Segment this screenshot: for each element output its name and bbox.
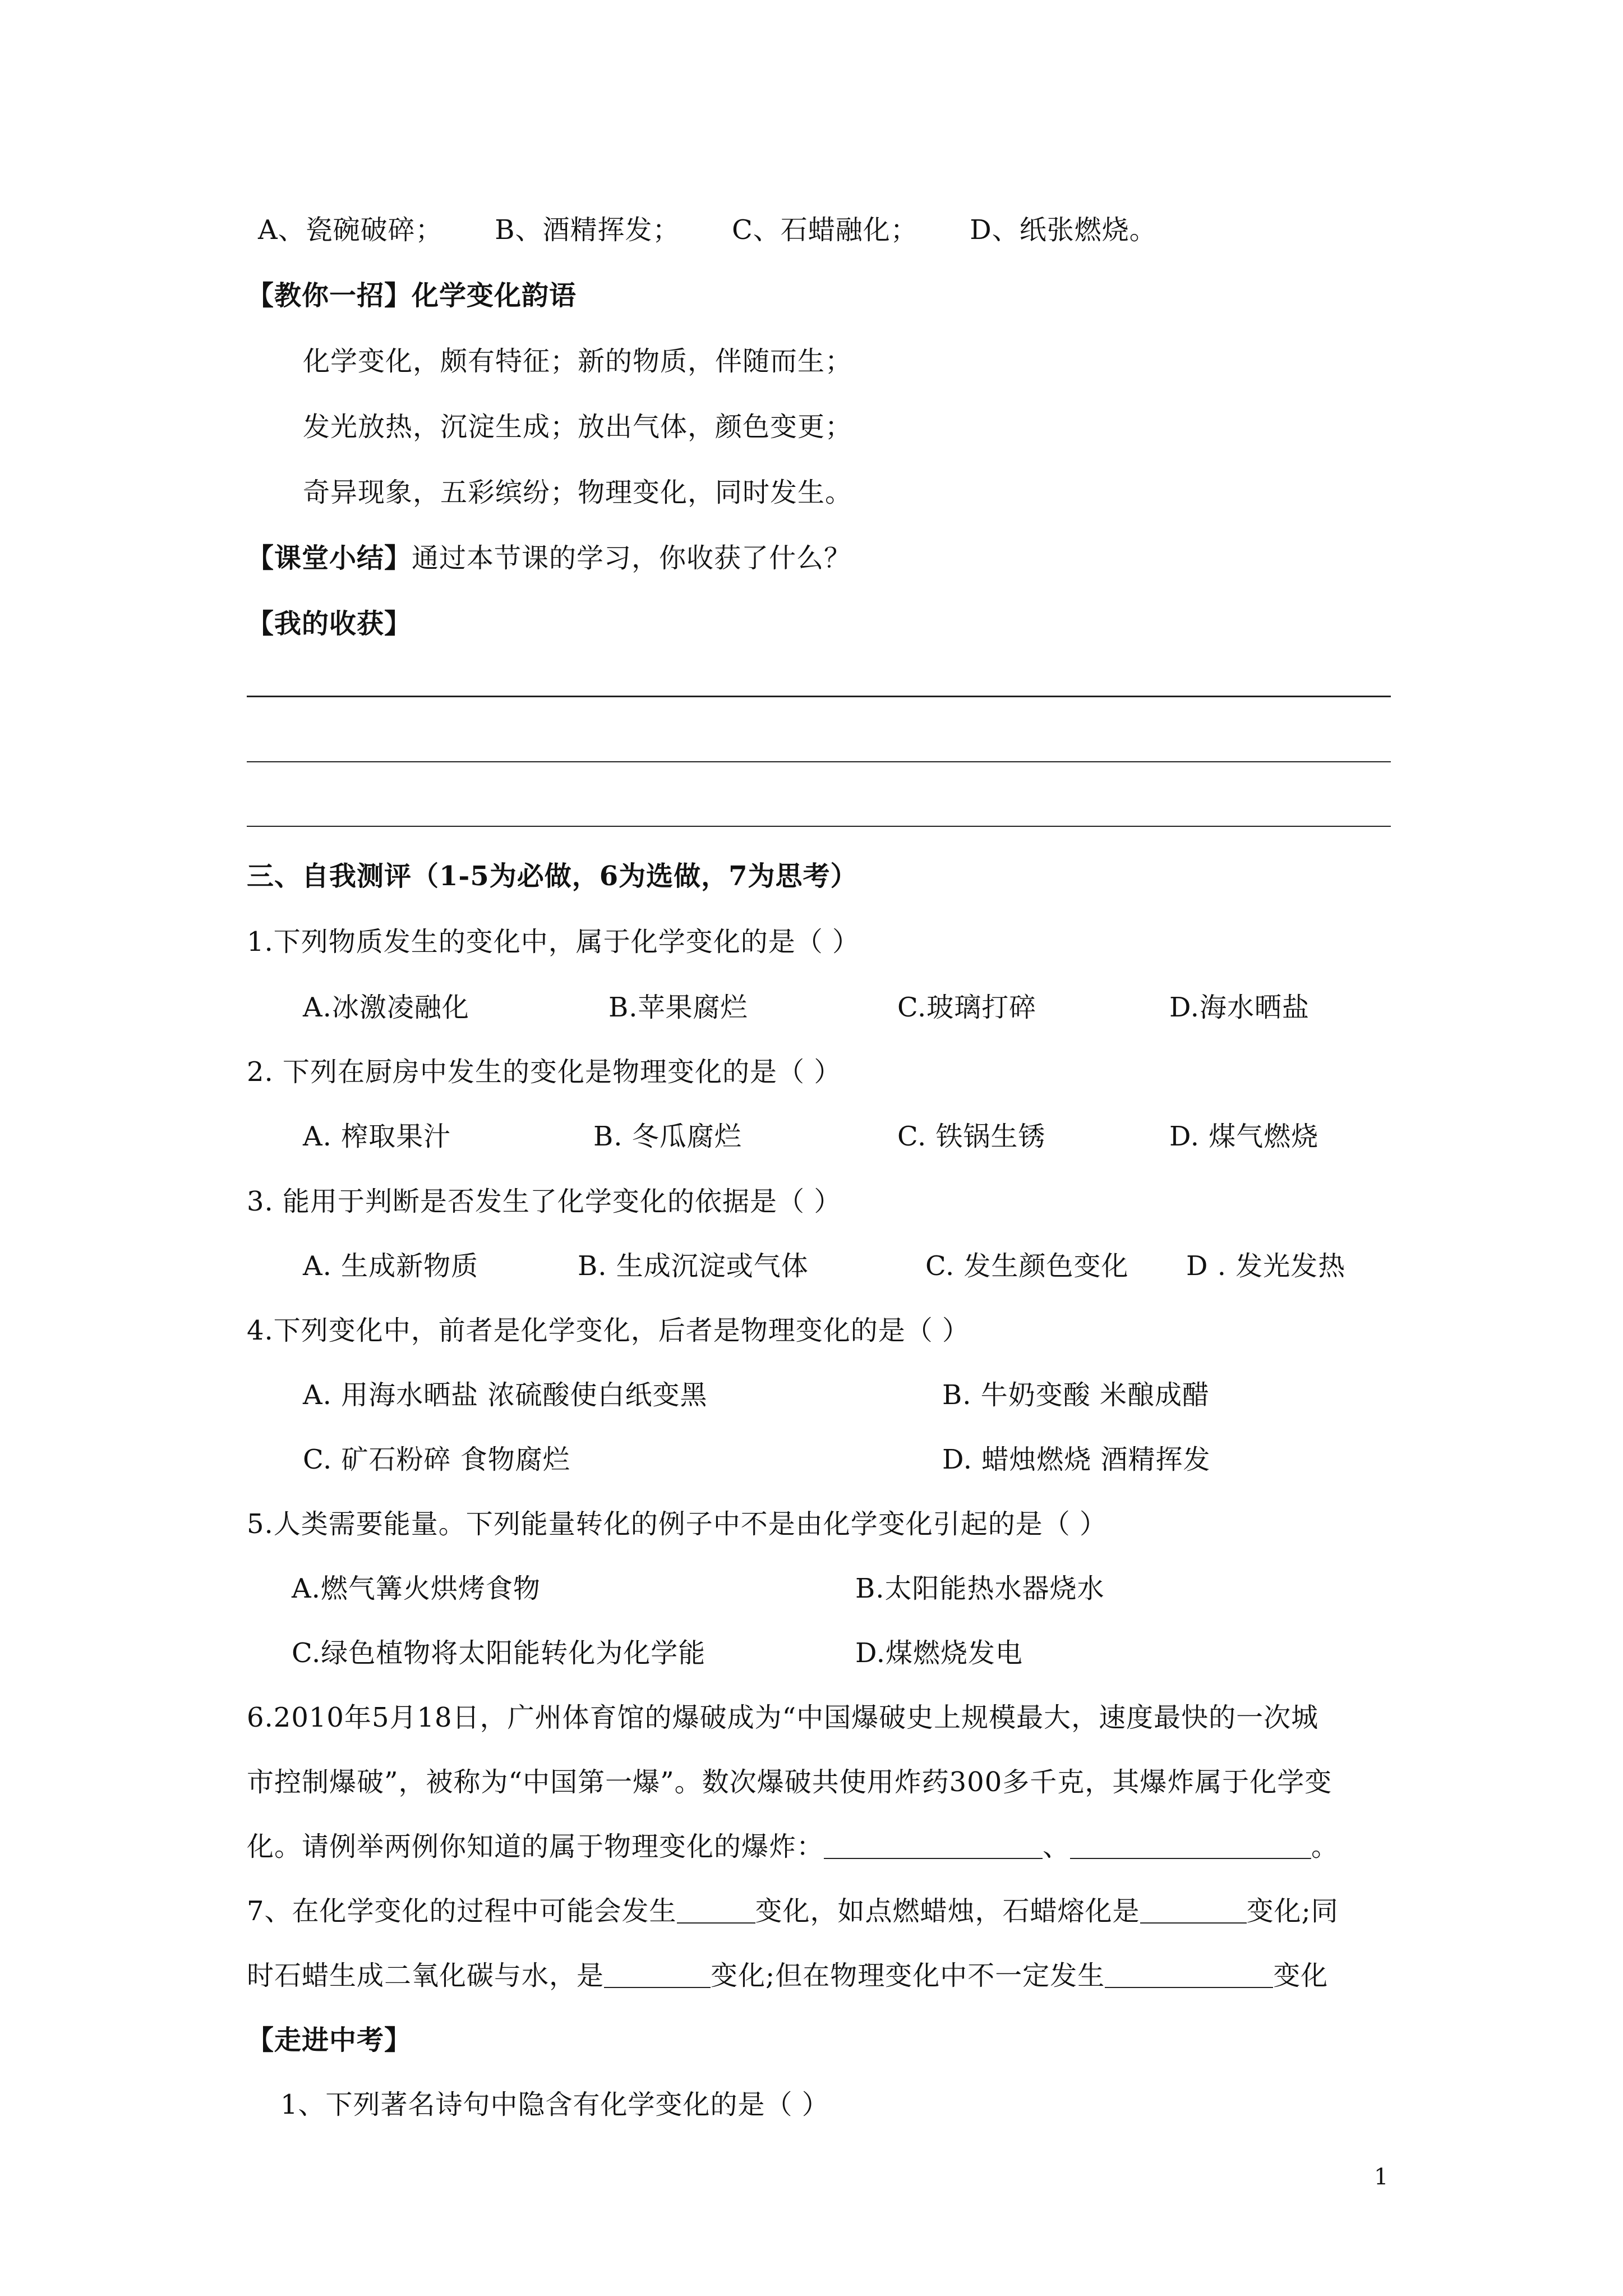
q7-part-4: 时石蜡生成二氧化碳与水，是	[247, 1960, 605, 1991]
q2-stem: 2. 下列在厨房中发生的变化是物理变化的是（ ）	[247, 1056, 842, 1088]
prev-option-d: D、纸张燃烧。	[970, 214, 1157, 246]
q7-part-3: 变化;同	[1246, 1895, 1339, 1927]
q5-option-b: B.太阳能热水器烧水	[855, 1573, 1105, 1604]
q1-option-c: C.玻璃打碎	[897, 992, 1037, 1023]
prev-option-c: C、石蜡融化；	[732, 214, 918, 246]
rhyme-line-1: 化学变化，颇有特征；新的物质，伴随而生；	[303, 346, 853, 377]
q7-blank-3[interactable]	[604, 1960, 711, 1988]
q6-line-3	[247, 1829, 1339, 1865]
q6-blank-2[interactable]	[1070, 1831, 1311, 1859]
section-3-title: 三、自我测评（1-5为必做，6为选做，7为思考）	[247, 861, 858, 892]
q7-blank-2[interactable]	[1140, 1895, 1247, 1924]
q4-option-b: B. 牛奶变酸 米酿成醋	[942, 1379, 1210, 1411]
q1-option-d: D.海水晒盐	[1169, 992, 1310, 1023]
q6-separator: 、	[1043, 1831, 1071, 1862]
q2-option-c: C. 铁锅生锈	[897, 1121, 1046, 1152]
q7-blank-4[interactable]	[1105, 1960, 1273, 1988]
q6-end: 。	[1311, 1831, 1339, 1862]
q7-part-6: 变化	[1273, 1960, 1329, 1991]
q3-option-d: D . 发光发热	[1186, 1250, 1346, 1282]
q6-line-1: 6.2010年5月18日，广州体育馆的爆破成为“中国爆破史上规模最大，速度最快的一次城	[247, 1702, 1319, 1733]
prev-option-b: B、酒精挥发；	[495, 214, 680, 246]
q5-option-d: D.煤燃烧发电	[855, 1637, 1023, 1669]
q7-line-2	[247, 1958, 1328, 1994]
q6-blank-1[interactable]	[824, 1831, 1043, 1859]
q2-option-d: D. 煤气燃烧	[1169, 1121, 1319, 1152]
q3-option-a: A. 生成新物质	[303, 1250, 479, 1282]
exam-q1-stem: 1、下列著名诗句中隐含有化学变化的是（ ）	[280, 2089, 829, 2120]
q3-option-b: B. 生成沉淀或气体	[578, 1250, 809, 1282]
rhyme-line-3: 奇异现象，五彩缤纷；物理变化，同时发生。	[303, 477, 853, 508]
answer-line-1[interactable]	[247, 696, 1391, 697]
q7-blank-1[interactable]	[677, 1895, 755, 1924]
prev-question-options	[258, 212, 1157, 248]
page-number: 1	[1374, 2164, 1389, 2190]
q4-option-c: C. 矿石粉碎 食物腐烂	[303, 1444, 570, 1475]
q7-part-2: 变化，如点燃蜡烛，石蜡熔化是	[755, 1895, 1140, 1927]
tip-heading: 【教你一招】化学变化韵语	[247, 280, 577, 311]
q4-stem: 4.下列变化中，前者是化学变化，后者是物理变化的是（ ）	[247, 1315, 970, 1346]
exam-label: 【走进中考】	[247, 2024, 412, 2056]
q1-option-b: B.苹果腐烂	[608, 992, 748, 1023]
q4-option-a: A. 用海水晒盐 浓硫酸使白纸变黑	[303, 1379, 708, 1411]
answer-line-2[interactable]	[247, 761, 1391, 762]
prev-option-a: A、瓷碗破碎；	[258, 214, 443, 246]
q5-stem: 5.人类需要能量。下列能量转化的例子中不是由化学变化引起的是（ ）	[247, 1508, 1108, 1540]
q2-option-a: A. 榨取果汁	[303, 1121, 451, 1152]
q5-option-a: A.燃气篝火烘烤食物	[292, 1573, 541, 1604]
q3-stem: 3. 能用于判断是否发生了化学变化的依据是（ ）	[247, 1186, 842, 1217]
q7-line-1	[247, 1893, 1339, 1929]
q6-line-2: 市控制爆破”，被称为“中国第一爆”。数次爆破共使用炸药300多千克，其爆炸属于化学变	[247, 1766, 1332, 1798]
summary-text: 通过本节课的学习，你收获了什么？	[412, 542, 852, 574]
harvest-label: 【我的收获】	[247, 608, 412, 639]
q1-stem: 1.下列物质发生的变化中，属于化学变化的是（ ）	[247, 926, 860, 958]
q6-line-3-text: 化。请例举两例你知道的属于物理变化的爆炸：	[247, 1831, 824, 1862]
q1-option-a: A.冰激凌融化	[303, 992, 469, 1023]
summary-label: 【课堂小结】	[247, 542, 412, 574]
q2-option-b: B. 冬瓜腐烂	[593, 1121, 742, 1152]
q3-option-c: C. 发生颜色变化	[925, 1250, 1129, 1282]
rhyme-line-2: 发光放热，沉淀生成；放出气体，颜色变更；	[303, 411, 853, 443]
q5-option-c: C.绿色植物将太阳能转化为化学能	[292, 1637, 706, 1669]
answer-line-3[interactable]	[247, 826, 1391, 827]
q7-part-5: 变化;但在物理变化中不一定发生	[711, 1960, 1105, 1991]
q4-option-d: D. 蜡烛燃烧 酒精挥发	[942, 1444, 1211, 1475]
summary-line	[247, 540, 851, 576]
q7-part-1: 7、在化学变化的过程中可能会发生	[247, 1895, 677, 1927]
